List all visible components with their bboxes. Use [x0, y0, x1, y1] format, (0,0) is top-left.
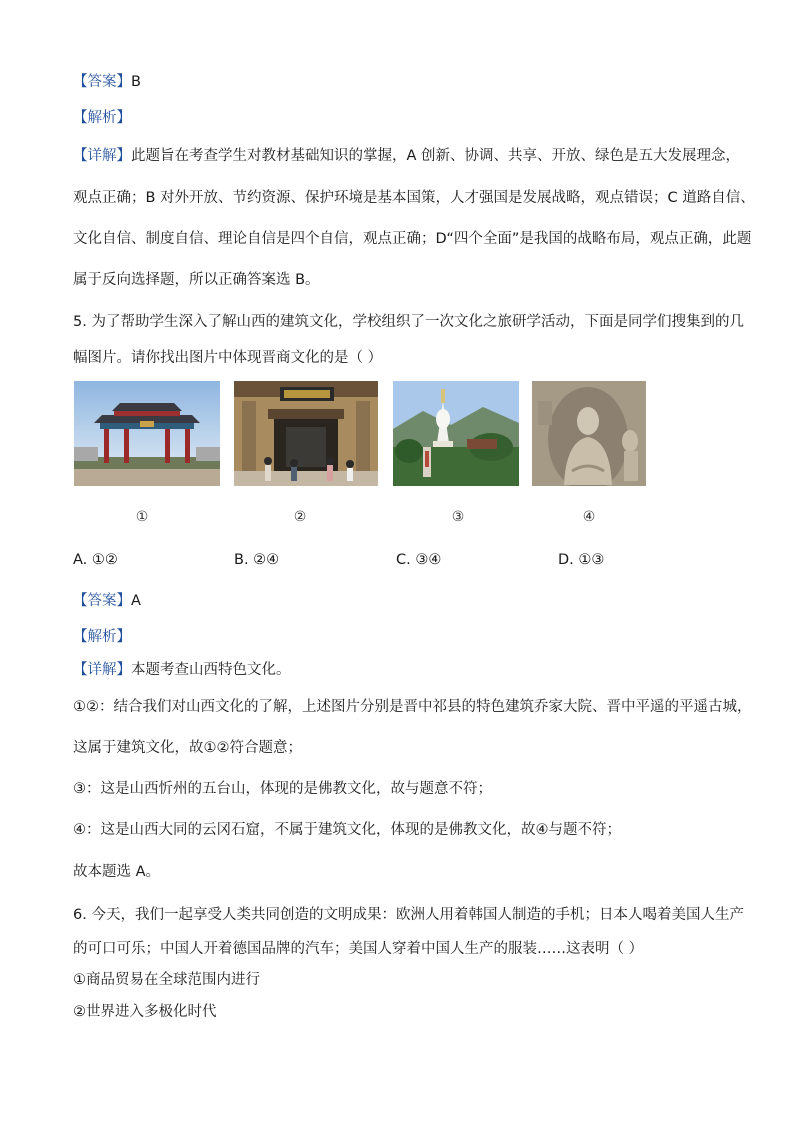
- q5-detail-line-3: 这属于建筑文化，故①②符合题意；: [73, 740, 302, 756]
- option-a: A. ①②: [73, 552, 118, 568]
- q5-analysis-tag: 【解析】: [73, 629, 131, 645]
- option-d: D. ①③: [558, 552, 605, 568]
- q6-statement-1: ①商品贸易在全球范围内进行: [73, 972, 260, 988]
- q5-detail-line-2: ①②：结合我们对山西文化的了解，上述图片分别是晋中祁县的特色建筑乔家大院、晋中平遥的平遥古城，: [73, 699, 752, 715]
- answer-tag: 【答案】: [73, 74, 131, 90]
- picture-3-white-pagoda: [393, 381, 519, 486]
- q5-detail-line-1: [73, 660, 291, 680]
- q4-analysis-tag: 【解析】: [73, 110, 131, 126]
- q6-statement-2: ②世界进入多极化时代: [73, 1004, 217, 1020]
- q4-detail-line-2: 观点正确；B 对外开放、节约资源、保护环境是基本国策，人才强国是发展战略，观点错误；C 道路自信、: [73, 190, 755, 206]
- detail-text: 此题旨在考查学生对教材基础知识的掌握，A 创新、协调、共享、开放、绿色是五大发展理念，: [131, 148, 741, 164]
- answer-tag: 【答案】: [73, 593, 131, 609]
- q6-stem-line-1: 6. 今天，我们一起享受人类共同创造的文明成果：欧洲人用着韩国人制造的手机；日本人喝着美国人生产: [73, 907, 744, 923]
- q5-detail-line-4: ③：这是山西忻州的五台山，体现的是佛教文化，故与题意不符；: [73, 781, 492, 797]
- detail-tag: 【详解】: [73, 662, 131, 678]
- q5-stem-line-2: 幅图片。请你找出图片中体现晋商文化的是（ ）: [73, 350, 383, 366]
- q6-stem-line-2: 的可口可乐；中国人开着德国品牌的汽车；美国人穿着中国人生产的服装……这表明（ ）: [73, 941, 644, 957]
- q5-answer-line: [73, 591, 141, 611]
- answer-value: A: [131, 593, 141, 609]
- q4-detail-line-4: 属于反向选择题，所以正确答案选 B。: [73, 272, 320, 288]
- q4-answer-line: [73, 72, 141, 92]
- picture-4-grotto-buddha: [532, 381, 646, 486]
- q5-detail-line-5: ④：这是山西大同的云冈石窟，不属于建筑文化，体现的是佛教文化，故④与题不符；: [73, 822, 621, 838]
- picture-2-courtyard-gate: [234, 381, 378, 486]
- q5-detail-line-6: 故本题选 A。: [73, 864, 161, 880]
- picture-4-caption: ④: [582, 509, 596, 525]
- detail-tag: 【详解】: [73, 148, 131, 164]
- picture-3-caption: ③: [451, 509, 465, 525]
- q5-stem-line-1: 5. 为了帮助学生深入了解山西的建筑文化，学校组织了一次文化之旅研学活动，下面是同学们搜集到的几: [73, 314, 744, 330]
- q4-detail-line-1: [73, 146, 740, 166]
- picture-1-archway: [74, 381, 220, 486]
- option-c: C. ③④: [396, 552, 442, 568]
- picture-1-caption: ①: [135, 509, 149, 525]
- answer-value: B: [131, 74, 141, 90]
- q4-detail-line-3: 文化自信、制度自信、理论自信是四个自信，观点正确；D“四个全面”是我国的战略布局，观点正确，此题: [73, 231, 752, 247]
- option-b: B. ②④: [234, 552, 280, 568]
- detail-text: 本题考查山西特色文化。: [131, 662, 291, 678]
- picture-2-caption: ②: [293, 509, 307, 525]
